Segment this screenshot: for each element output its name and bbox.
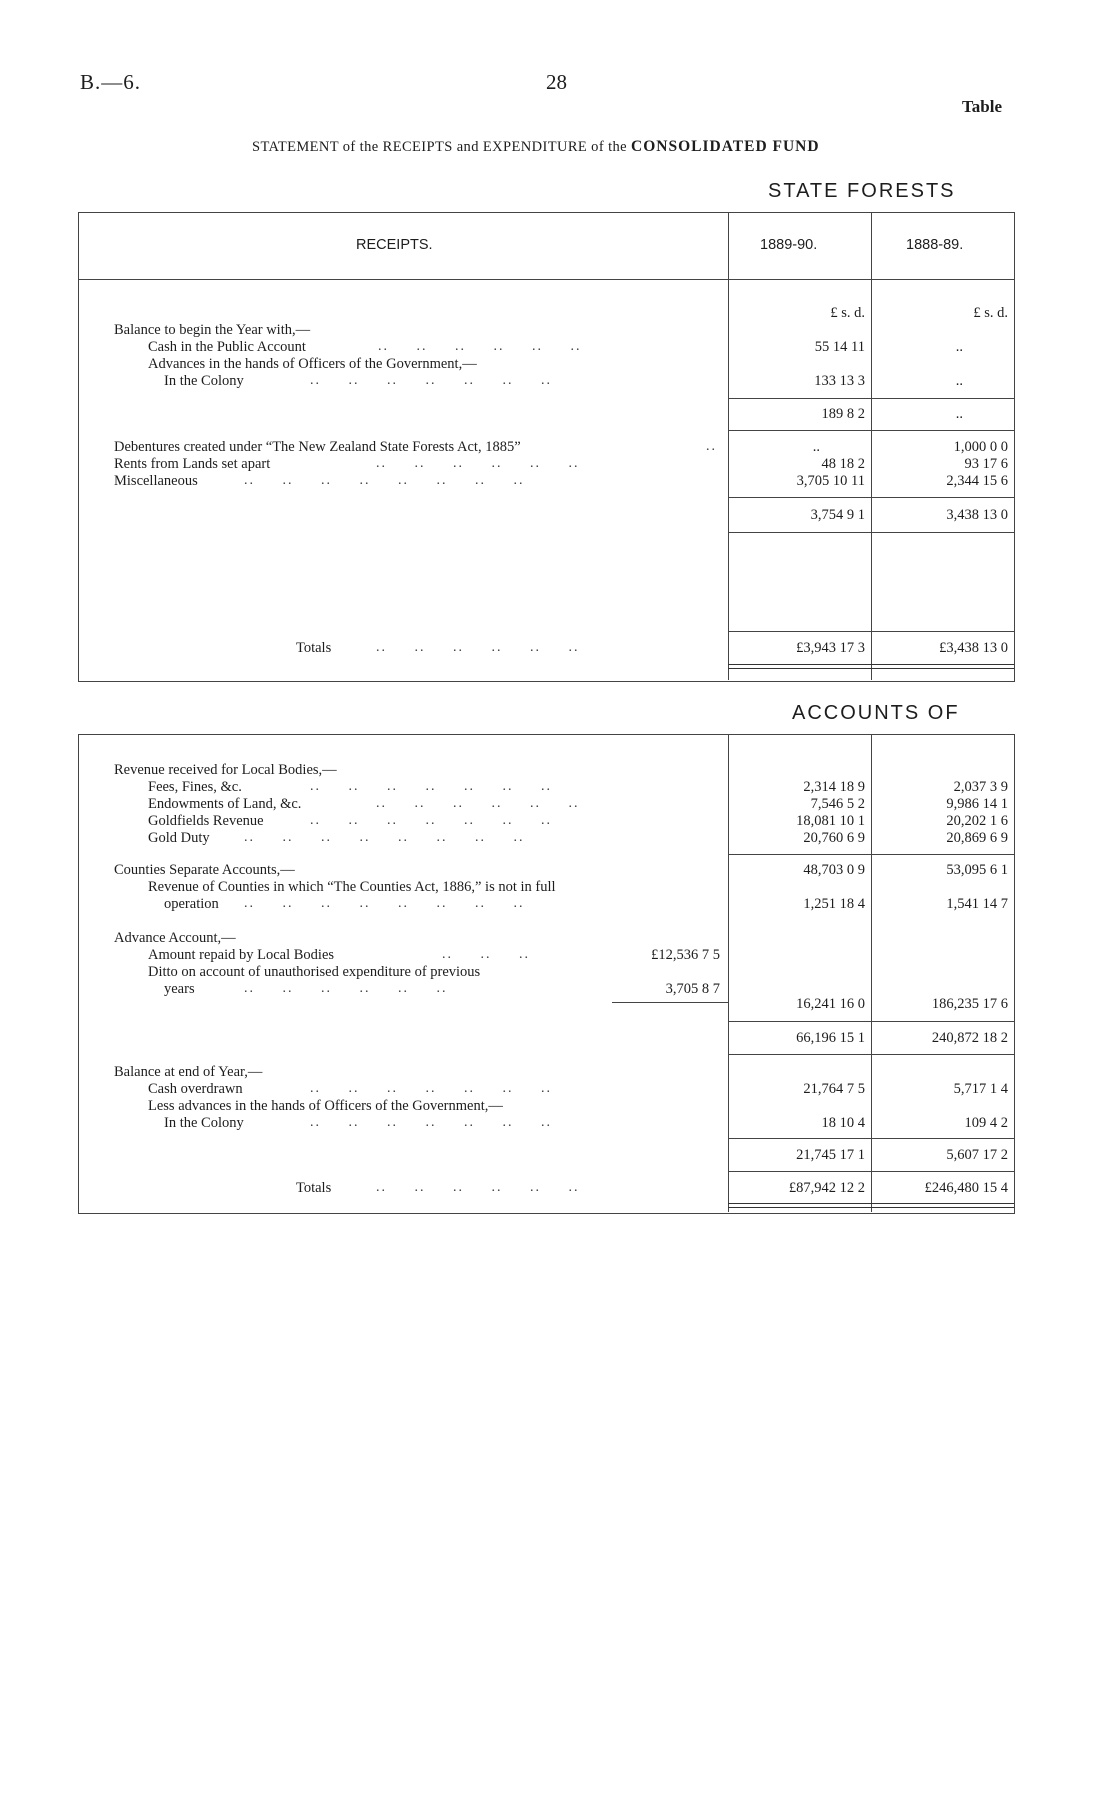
counties-accounts-heading: Counties Separate Accounts,— [114, 862, 295, 878]
revenue-subtotal-year1: 48,703 0 9 [803, 862, 865, 878]
rents-year1: 48 18 2 [821, 456, 865, 472]
advance-subtotal-rule [612, 1002, 728, 1003]
advances-officers-label: Advances in the hands of Officers of the Government,— [148, 356, 477, 372]
revenue-subtotal-year2: 53,095 6 1 [946, 862, 1008, 878]
advance-year1: 16,241 16 0 [796, 996, 865, 1012]
overdrawn-year1: 21,764 7 5 [803, 1081, 865, 1097]
receipts-subtotal-year2: 3,438 13 0 [946, 507, 1008, 523]
subtotal-rule [728, 430, 1014, 431]
amount-repaid-value: £12,536 7 5 [651, 947, 720, 963]
less-advances-label: Less advances in the hands of Officers of the Government,— [148, 1098, 503, 1114]
goldfields-revenue-year1: 18,081 10 1 [796, 813, 865, 829]
divider-year2 [871, 734, 872, 1212]
miscellaneous-label: Miscellaneous [114, 473, 198, 489]
receipts-subtotal-year1: 3,754 9 1 [810, 507, 865, 523]
currency-head-year2: £ s. d. [973, 305, 1008, 321]
accounts-subtotal-year1: 66,196 15 1 [796, 1030, 865, 1046]
ditto-value: 3,705 8 7 [665, 981, 720, 997]
accounts-of-title: ACCOUNTS OF [792, 702, 960, 724]
debentures-year1: .. [812, 439, 820, 455]
currency-head-year1: £ s. d. [830, 305, 865, 321]
balance-begin-heading: Balance to begin the Year with,— [114, 322, 311, 338]
leader-dots: .. .. .. .. .. .. [376, 796, 580, 811]
colony-year1: 18 10 4 [821, 1115, 865, 1131]
subtotal-rule [728, 854, 1014, 855]
endowments-label: Endowments of Land, &c. [148, 796, 302, 812]
leader-dots: .. .. .. .. .. .. [244, 981, 448, 996]
leader-dots: .. .. .. .. .. .. [376, 456, 580, 471]
amount-repaid-label: Amount repaid by Local Bodies [148, 947, 335, 963]
misc-year2: 2,344 15 6 [946, 473, 1008, 489]
leader-dots: .. .. .. .. .. .. .. .. [244, 830, 525, 845]
leader-dots: .. .. .. .. .. .. .. .. [244, 473, 525, 488]
balance-end-heading: Balance at end of Year,— [114, 1064, 263, 1080]
counties-operation-label: operation [164, 896, 219, 912]
balance-end-year1: 21,745 17 1 [796, 1147, 865, 1163]
fees-fines-label: Fees, Fines, &c. [148, 779, 242, 795]
rents-label: Rents from Lands set apart [114, 456, 271, 472]
balance-total-year1: 189 8 2 [821, 406, 865, 422]
colony-year2: 109 4 2 [964, 1115, 1008, 1131]
endowments-year2: 9,986 14 1 [946, 796, 1008, 812]
totals-double-rule [728, 664, 1014, 669]
totals-rule [728, 631, 1014, 632]
debentures-year2: 1,000 0 0 [953, 439, 1008, 455]
accounts-subtotal-year2: 240,872 18 2 [931, 1030, 1008, 1046]
statement-fund: CONSOLIDATED FUND [631, 138, 820, 155]
fees-year2: 2,037 3 9 [953, 779, 1008, 795]
subtotal-rule [728, 398, 1014, 399]
balance-end-year2: 5,607 17 2 [946, 1147, 1008, 1163]
subtotal-rule [728, 1054, 1014, 1055]
totals-year2: £3,438 13 0 [939, 640, 1008, 656]
counties-revenue-label: Revenue of Counties in which “The Counties Act, 1886,” is not in full [148, 879, 556, 895]
overdrawn-year2: 5,717 1 4 [953, 1081, 1008, 1097]
balance-total-year2: .. [955, 406, 963, 422]
year2-column-head: 1888-89. [906, 237, 964, 253]
revenue-local-bodies-heading: Revenue received for Local Bodies,— [114, 762, 337, 778]
year1-column-head: 1889-90. [760, 237, 818, 253]
leader-dots: .. [706, 439, 717, 454]
fees-year1: 2,314 18 9 [803, 779, 865, 795]
in-the-colony-label: In the Colony [164, 373, 244, 389]
header-rule [78, 279, 1014, 280]
subtotal-rule [728, 532, 1014, 533]
leader-dots: .. .. .. .. .. .. [378, 339, 582, 354]
leader-dots: .. .. .. [442, 947, 530, 962]
leader-dots: .. .. .. .. .. .. .. [310, 813, 552, 828]
state-forests-title: STATE FORESTS [768, 180, 956, 202]
receipts-column-head: RECEIPTS. [356, 237, 433, 253]
cash-overdrawn-label: Cash overdrawn [148, 1081, 243, 1097]
subtotal-rule [728, 1021, 1014, 1022]
subtotal-rule [728, 497, 1014, 498]
totals-label: Totals [296, 1180, 332, 1196]
debentures-label: Debentures created under “The New Zealand State Forests Act, 1885” [114, 439, 521, 455]
page-number: 28 [546, 70, 567, 94]
totals-label: Totals [296, 640, 332, 656]
cash-year1: 55 14 11 [814, 339, 865, 355]
totals-year2: £246,480 15 4 [924, 1180, 1008, 1196]
gold-duty-year1: 20,760 6 9 [803, 830, 865, 846]
leader-dots: .. .. .. .. .. .. .. [310, 1081, 552, 1096]
ditto-unauthorised-label: Ditto on account of unauthorised expenditure of previous [148, 964, 481, 980]
gold-duty-label: Gold Duty [148, 830, 210, 846]
colony-year1: 133 13 3 [814, 373, 865, 389]
divider-year1 [728, 212, 729, 680]
advance-year2: 186,235 17 6 [931, 996, 1008, 1012]
counties-year2: 1,541 14 7 [946, 896, 1008, 912]
endowments-year1: 7,546 5 2 [810, 796, 865, 812]
totals-year1: £3,943 17 3 [796, 640, 865, 656]
subtotal-rule [728, 1138, 1014, 1139]
totals-double-rule [728, 1203, 1014, 1208]
leader-dots: .. .. .. .. .. .. [376, 1180, 580, 1195]
leader-dots: .. .. .. .. .. .. .. [310, 1115, 552, 1130]
leader-dots: .. .. .. .. .. .. .. [310, 779, 552, 794]
divider-year2 [871, 212, 872, 680]
advance-account-heading: Advance Account,— [114, 930, 236, 946]
subtotal-rule [728, 1171, 1014, 1172]
goldfields-revenue-year2: 20,202 1 6 [946, 813, 1008, 829]
totals-year1: £87,942 12 2 [788, 1180, 865, 1196]
document-reference: B.—6. [80, 70, 142, 94]
in-the-colony-label: In the Colony [164, 1115, 244, 1131]
leader-dots: .. .. .. .. .. .. .. [310, 373, 552, 388]
table-label: Table [962, 97, 1003, 116]
leader-dots: .. .. .. .. .. .. [376, 640, 580, 655]
colony-year2: .. [955, 373, 963, 389]
leader-dots: .. .. .. .. .. .. .. .. [244, 896, 525, 911]
gold-duty-year2: 20,869 6 9 [946, 830, 1008, 846]
divider-year1 [728, 734, 729, 1212]
goldfields-revenue-label: Goldfields Revenue [148, 813, 264, 829]
statement-prefix: STATEMENT of the RECEIPTS and EXPENDITURE of the [252, 139, 628, 155]
counties-year1: 1,251 18 4 [803, 896, 865, 912]
cash-year2: .. [955, 339, 963, 355]
cash-public-account-label: Cash in the Public Account [148, 339, 306, 355]
rents-year2: 93 17 6 [964, 456, 1008, 472]
statement-title [252, 138, 820, 156]
ditto-years-label: years [164, 981, 195, 997]
misc-year1: 3,705 10 11 [796, 473, 865, 489]
